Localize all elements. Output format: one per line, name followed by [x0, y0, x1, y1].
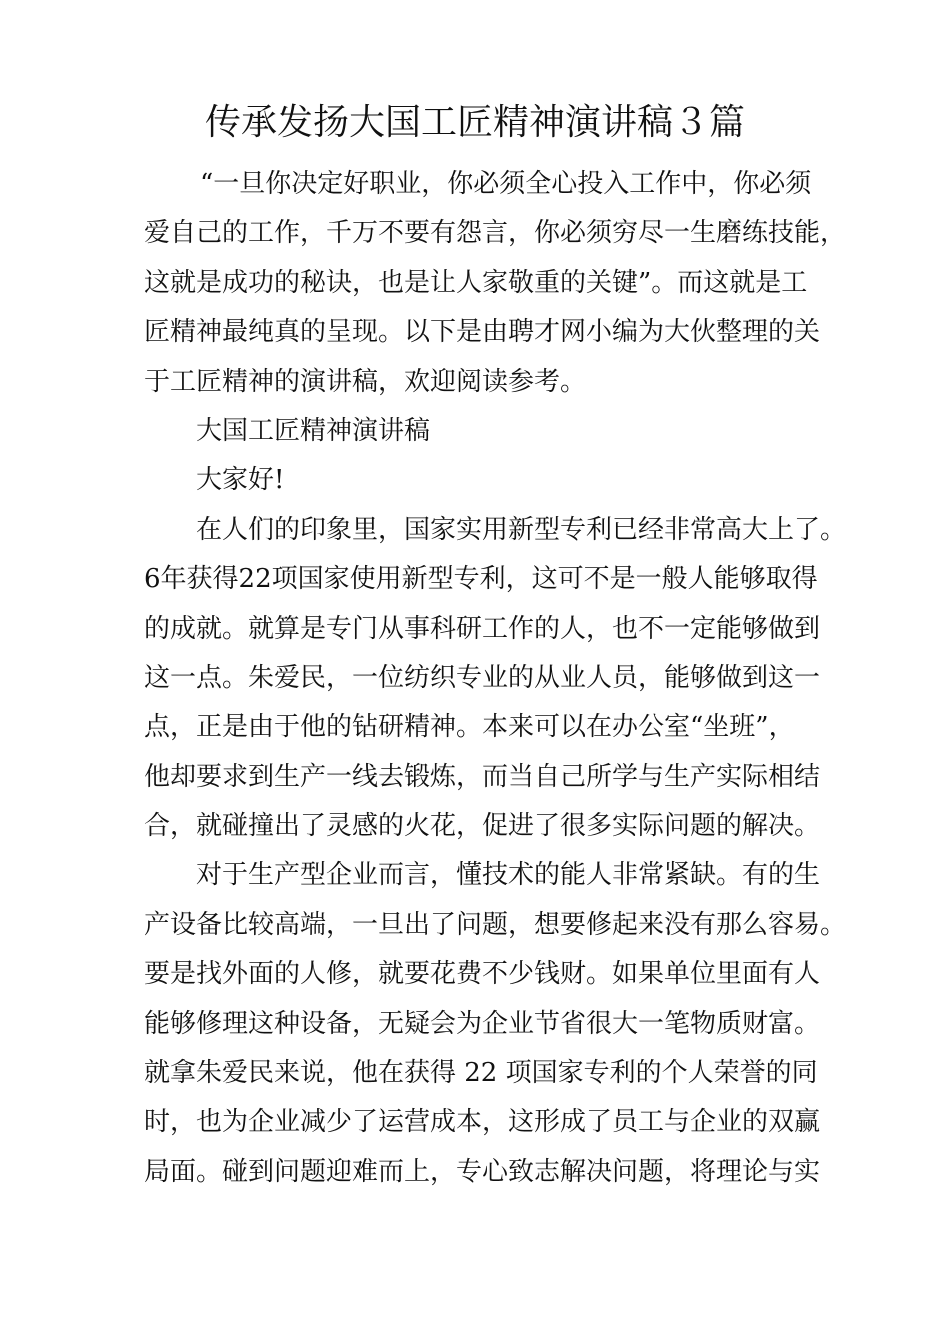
section-heading: 大国工匠精神演讲稿 [196, 415, 431, 446]
document-body [144, 160, 847, 1197]
paragraph-line: 时，也为企业减少了运营成本，这形成了员工与企业的双赢 [144, 1107, 821, 1138]
paragraph-line: 匠精神最纯真的呈现。以下是由聘才网小编为大伙整理的关 [144, 317, 821, 348]
paragraph-line: 于工匠精神的演讲稿，欢迎阅读参考。 [144, 366, 587, 397]
paragraph-line: “一旦你决定好职业，你必须全心投入工作中，你必须 [200, 169, 812, 199]
paragraph-line: 这一点。朱爱民，一位纺织专业的从业人员，能够做到这一 [144, 662, 821, 693]
document-title: 传承发扬大国工匠精神演讲稿３篇 [204, 102, 745, 143]
paragraph-line: 合，就碰撞出了灵感的火花，促进了很多实际问题的解决。 [144, 811, 821, 842]
paragraph-line: 他却要求到生产一线去锻炼，而当自己所学与生产实际相结 [144, 761, 821, 792]
greeting-line: 大家好! [196, 465, 285, 496]
paragraph-line: 产设备比较高端，一旦出了问题，想要修起来没有那么容易。 [144, 909, 847, 940]
paragraph-line: 在人们的印象里，国家实用新型专利已经非常高大上了。 [196, 514, 847, 545]
paragraph-line: 对于生产型企业而言，懂技术的能人非常紧缺。有的生 [196, 860, 821, 891]
paragraph-line: 这就是成功的秘诀，也是让人家敬重的关键”。而这就是工 [144, 267, 808, 298]
paragraph-line: 点，正是由于他的钻研精神。本来可以在办公室“坐班”， [144, 712, 795, 743]
paragraph-line: 能够修理这种设备，无疑会为企业节省很大一笔物质财富。 [144, 1008, 821, 1039]
paragraph-line: 局面。碰到问题迎难而上，专心致志解决问题，将理论与实 [144, 1156, 821, 1187]
paragraph-line: 的成就。就算是专门从事科研工作的人，也不一定能够做到 [144, 613, 821, 644]
paragraph-line: 就拿朱爱民来说，他在获得 22 项国家专利的个人荣誉的同 [144, 1058, 818, 1089]
paragraph-line: 要是找外面的人修，就要花费不少钱财。如果单位里面有人 [144, 959, 821, 990]
paragraph-line: 6年获得22项国家使用新型专利，这可不是一般人能够取得 [144, 564, 818, 595]
paragraph-line: 爱自己的工作，千万不要有怨言，你必须穷尽一生磨练技能， [144, 218, 847, 249]
